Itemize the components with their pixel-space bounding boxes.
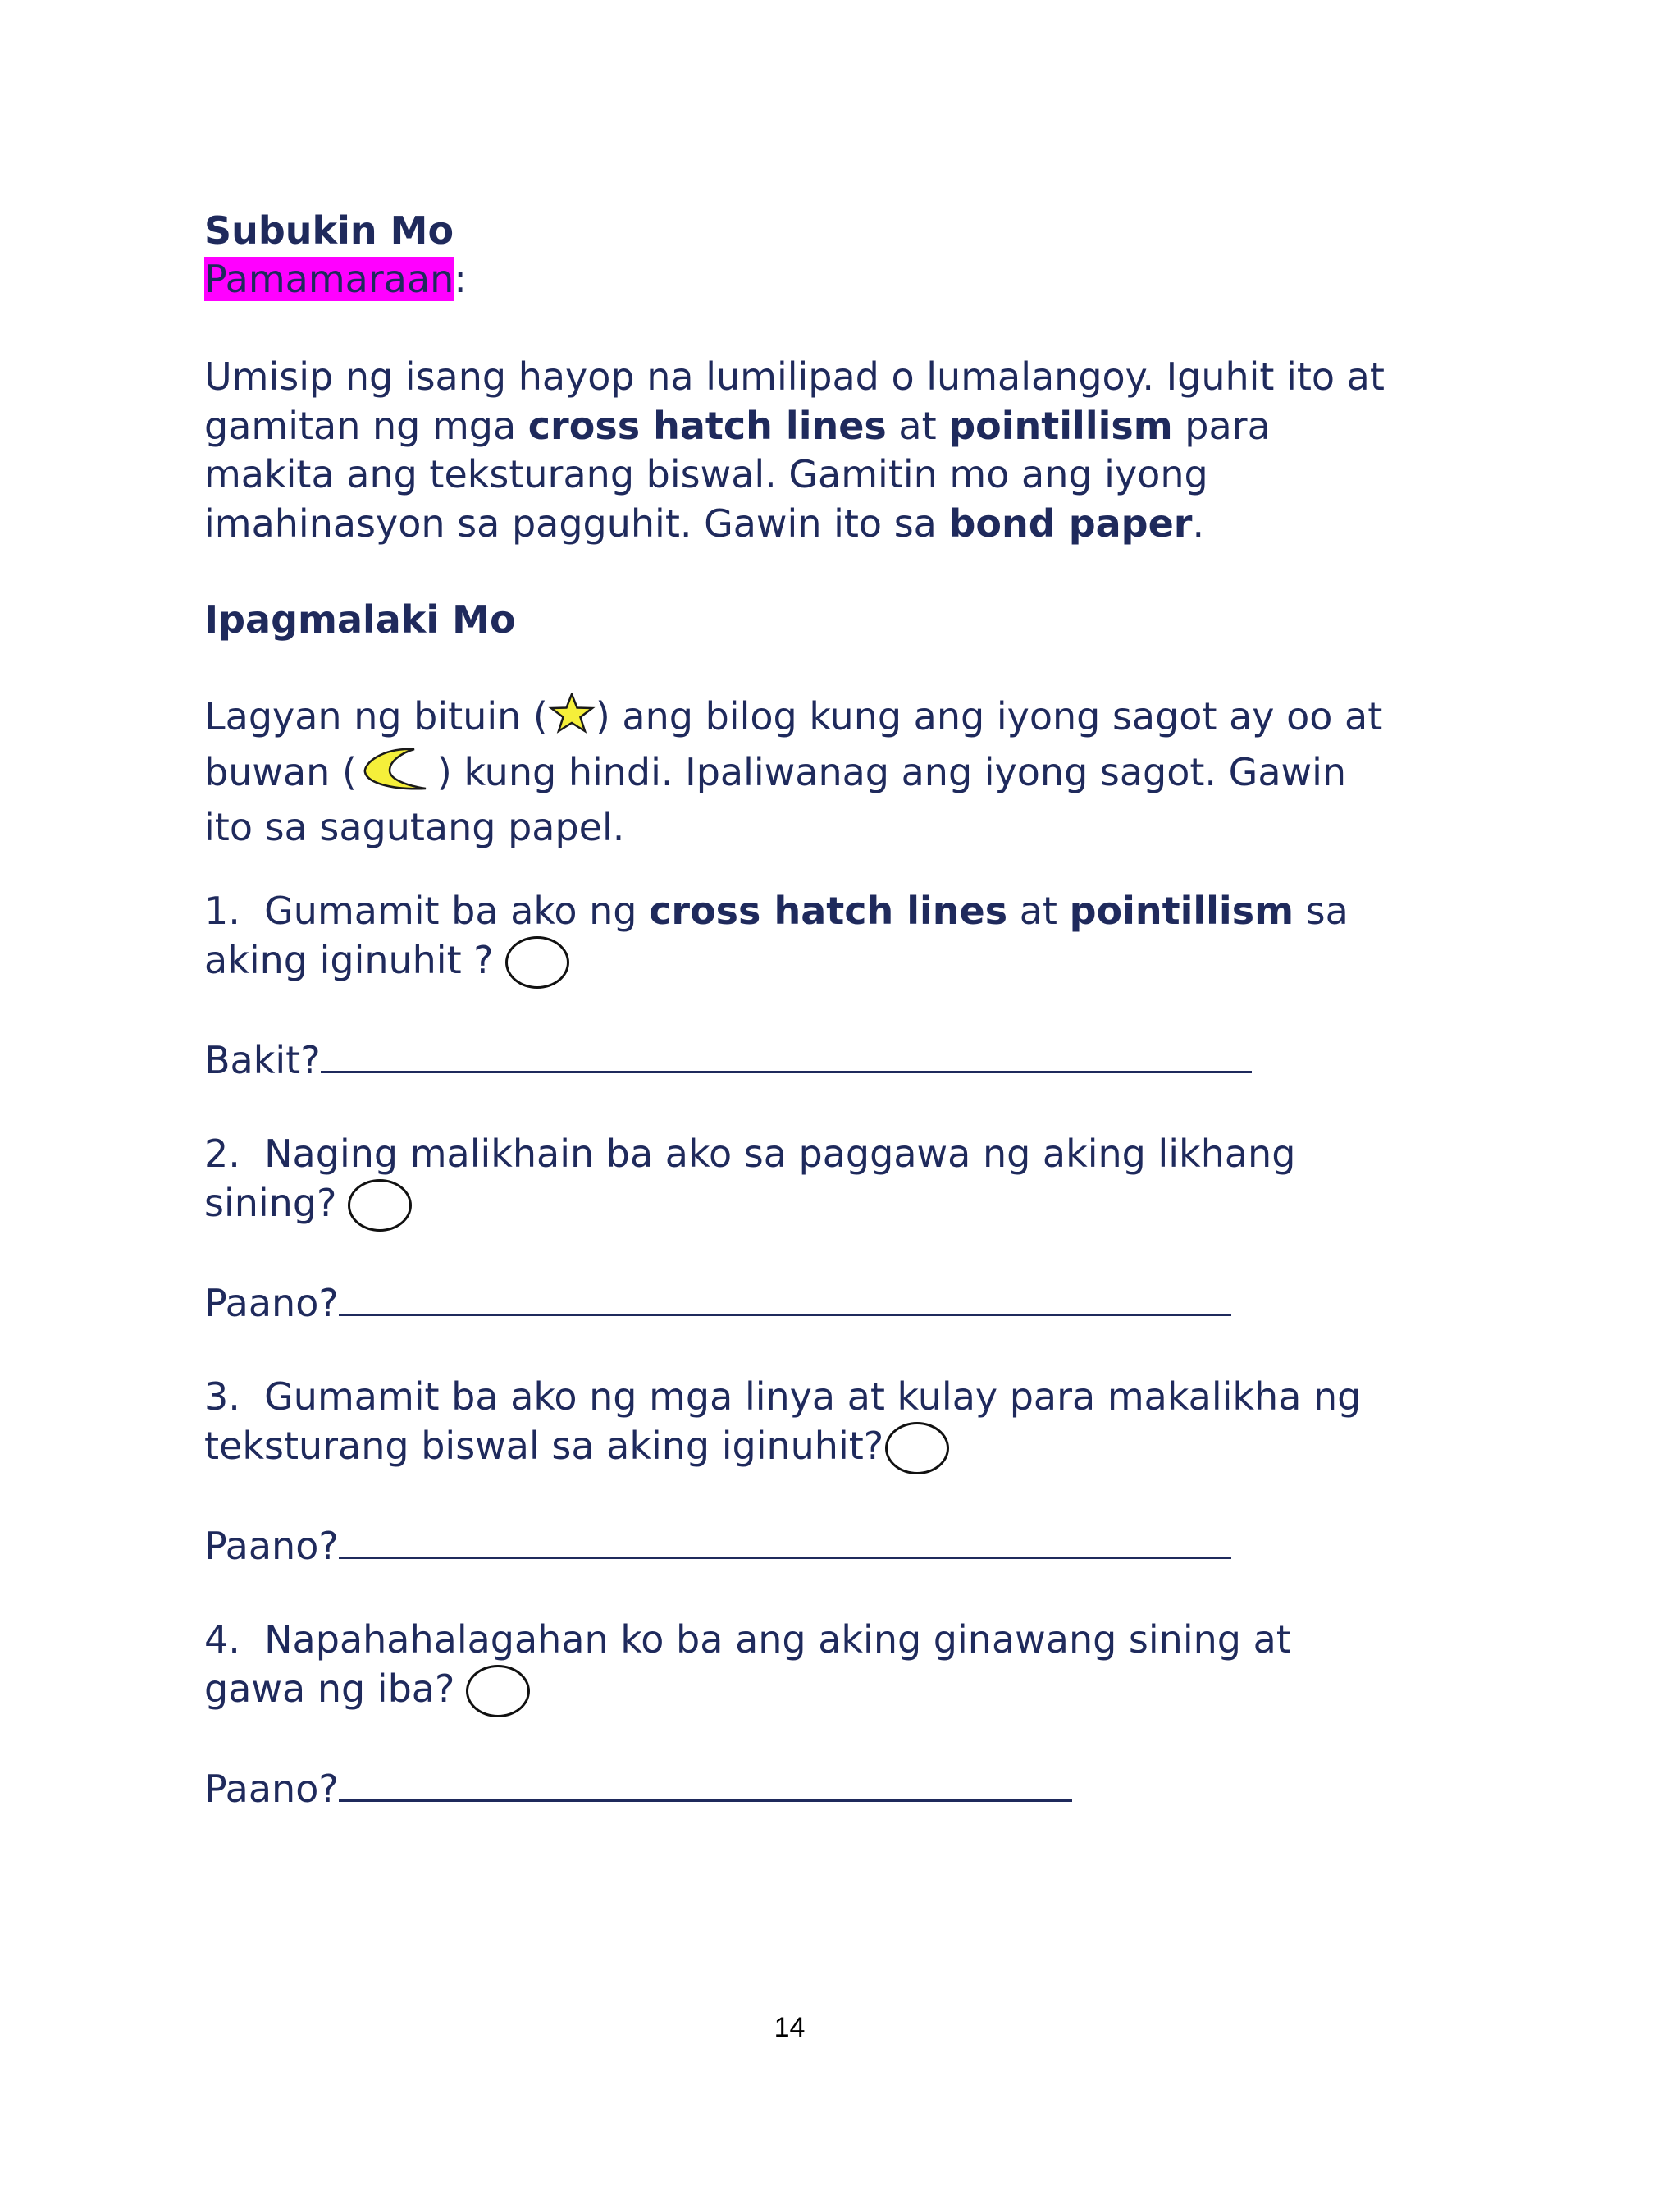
question-text: Napahahalagahan ko ba ang aking ginawang sining at gawa ng iba? xyxy=(204,1617,1291,1711)
ipagmalaki-instructions xyxy=(204,693,1386,853)
answer-blank[interactable] xyxy=(339,1762,1072,1802)
paragraph-text: Umisip ng isang hayop na lumilipad o lumalangoy. Iguhit ito at gamitan ng mga xyxy=(204,354,1385,448)
answer-line-3 xyxy=(204,1519,1402,1571)
paragraph-text: at xyxy=(886,403,949,448)
answer-circle[interactable] xyxy=(466,1665,530,1717)
bold-cross-hatch: cross hatch lines xyxy=(649,889,1008,933)
subukin-heading: Subukin Mo xyxy=(204,208,454,253)
instruction-text: ) kung hindi. Ipaliwanag ang iyong sagot. Gawin ito sa sagutang papel. xyxy=(204,749,1347,850)
question-text: Naging malikhain ba ako sa paggawa ng aking likhang sining? xyxy=(204,1132,1296,1225)
answer-label: Paano? xyxy=(204,1524,339,1568)
paragraph-text: . xyxy=(1192,501,1205,546)
answer-line-1 xyxy=(204,1033,1402,1086)
bold-pointillism: pointillism xyxy=(1069,889,1294,933)
question-number: 2. xyxy=(204,1132,240,1176)
bold-pointillism: pointillism xyxy=(948,403,1173,448)
question-2 xyxy=(204,1130,1386,1232)
question-number: 4. xyxy=(204,1617,240,1662)
method-line xyxy=(204,255,1402,304)
method-label: Pamamaraan xyxy=(204,257,454,301)
instruction-text: Lagyan ng bituin ( xyxy=(204,694,548,738)
answer-line-2 xyxy=(204,1276,1402,1328)
question-text: Gumamit ba ako ng mga linya at kulay para makalikha ng teksturang biswal sa aking iginuhit? xyxy=(204,1374,1362,1468)
question-1 xyxy=(204,887,1386,989)
subukin-paragraph xyxy=(204,353,1386,548)
answer-circle[interactable] xyxy=(348,1179,412,1232)
question-number: 1. xyxy=(204,889,240,933)
method-colon: : xyxy=(454,257,467,301)
star-icon xyxy=(548,693,596,746)
answer-label: Paano? xyxy=(204,1281,339,1325)
question-4 xyxy=(204,1616,1386,1717)
answer-label: Paano? xyxy=(204,1767,339,1811)
answer-line-4 xyxy=(204,1762,1402,1814)
answer-circle[interactable] xyxy=(885,1422,949,1474)
ipagmalaki-heading: Ipagmalaki Mo xyxy=(204,597,516,642)
answer-blank[interactable] xyxy=(339,1276,1231,1316)
question-text: sa aking iginuhit ? xyxy=(204,889,1349,982)
question-text: Gumamit ba ako ng xyxy=(264,889,650,933)
answer-blank[interactable] xyxy=(321,1033,1252,1073)
bold-bond-paper: bond paper xyxy=(948,501,1193,546)
moon-icon xyxy=(357,746,437,804)
answer-blank[interactable] xyxy=(339,1519,1231,1559)
question-text: at xyxy=(1007,889,1070,933)
bold-cross-hatch: cross hatch lines xyxy=(527,403,887,448)
question-3 xyxy=(204,1373,1386,1474)
instruction-text: ) ang bilog kung ang iyong sagot ay oo at buwan ( xyxy=(204,694,1383,794)
question-number: 3. xyxy=(204,1374,240,1419)
answer-circle[interactable] xyxy=(505,936,569,989)
answer-label: Bakit? xyxy=(204,1038,321,1082)
page-number: 14 xyxy=(774,2012,806,2043)
paragraph-text: para makita ang teksturang biswal. Gamitin mo ang iyong imahinasyon sa pagguhit. Gawin ito sa xyxy=(204,403,1271,546)
